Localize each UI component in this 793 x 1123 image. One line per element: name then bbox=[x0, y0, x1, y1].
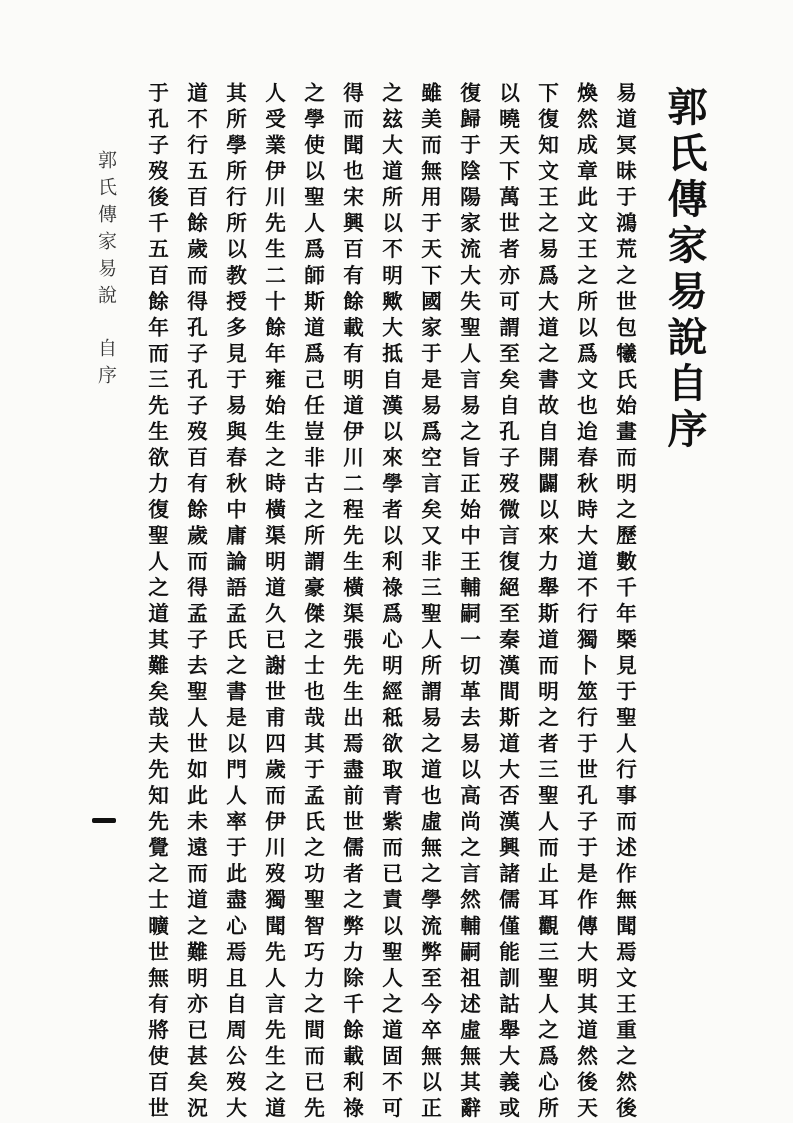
text-column-7: 之玆大道所以不明歟大抵自漢以來學者以利祿爲心明經秪欲取青紫而已責以聖人之道固不可 bbox=[378, 82, 403, 1123]
text-column-9: 之學使以聖人爲師斯道爲己任豈非古之所謂豪傑之士也哉其于孟氏之功聖智巧力之間而已先 bbox=[300, 82, 325, 1123]
page-title: 郭氏傳家易說自序 bbox=[661, 86, 708, 454]
text-column-2: 煥然成章此文王之所以爲文也迨春秋時大道不行獨卜筮行于世孔子于是作傳大明其道然後天 bbox=[573, 82, 598, 1123]
text-column-13: 于孔子歿後千五百餘年而三先生欲力復聖人之道其難矣哉夫先知先覺之士曠世無有將使百世 bbox=[144, 82, 169, 1123]
margin-book-title: 郭氏傳家易說 bbox=[95, 150, 117, 312]
margin-section: 自序 bbox=[95, 338, 117, 392]
text-column-6: 雖美而無用于天下國家于是易爲空言矣又非三聖人所謂易之道也虛無之學流弊至今卒無以正 bbox=[417, 82, 442, 1123]
text-column-11: 其所學所行所以教授多見于易與春秋中庸論語孟氏之書是以門人率于此盡心焉且自周公歿大 bbox=[222, 82, 247, 1123]
text-column-4: 以曉天下萬世者亦可謂至矣自孔子歿微言復絕至秦漢間斯道大否漢興諸儒僅能訓詁舉大義或 bbox=[495, 82, 520, 1123]
text-column-10: 人受業伊川先生二十餘年雍始生之時橫渠明道久已謝世甫四歲而伊川歿獨聞先人言先生之道 bbox=[261, 82, 286, 1123]
text-column-3: 下復知文王之易爲大道之書故自開闢以來力舉斯道而明之者三聖人而止耳觀三聖人之爲心所 bbox=[534, 82, 559, 1123]
text-column-12: 道不行五百餘歲而得孔子孔子歿百有餘歲而得孟子去聖人世如此未遠而道之難明亦已甚矣況 bbox=[183, 82, 208, 1123]
text-column-8: 得而聞也宋興百有餘載有明道伊川二程先生橫渠張先生出焉盡前世儒者之弊力除千餘載利祿 bbox=[339, 82, 364, 1123]
text-column-5: 復歸于陰陽家流大失聖人言易之旨正始中王輔嗣一切革去易以高尚之言然輔嗣祖述虛無其辭 bbox=[456, 82, 481, 1123]
text-column-1: 易道冥昧于鴻荒之世包犧氏始畫而明之歷數千年槩見于聖人行事而述作無聞焉文王重之然後 bbox=[612, 82, 637, 1123]
margin-label bbox=[96, 150, 115, 392]
page-number-mark bbox=[92, 818, 116, 823]
